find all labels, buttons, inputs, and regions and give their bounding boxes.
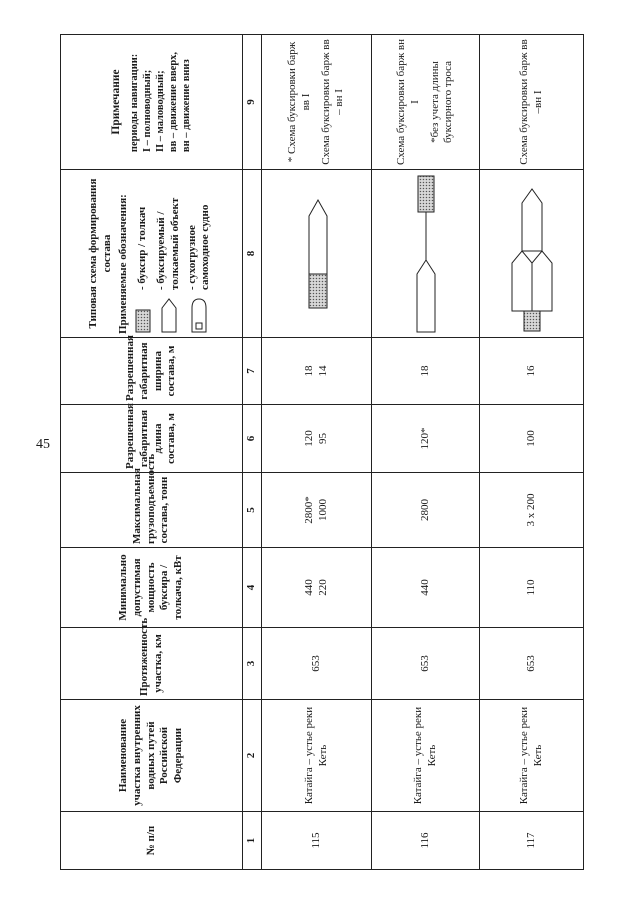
capacity: 3 х 200 — [480, 473, 584, 548]
scheme-title: Типовая схема формирования состава — [86, 178, 113, 329]
notes: * Схема буксировки барж вв I Схема буксировки барж вв – вн I — [262, 35, 372, 170]
header-comp-width: Разрешенная габаритная ширина состава, м — [61, 338, 243, 405]
scheme-towing-single — [372, 170, 480, 338]
composition-width: 18 14 — [262, 338, 372, 405]
header-num: № п/п — [61, 812, 243, 870]
composition-length: 100 — [480, 405, 584, 473]
composition-width: 18 — [372, 338, 480, 405]
col-num: 7 — [243, 338, 262, 405]
tug-power: 440 — [372, 548, 480, 628]
col-num: 1 — [243, 812, 262, 870]
table-row — [262, 35, 372, 870]
section-name: Катайга – устье реки Кеть — [480, 700, 584, 812]
composition-table — [60, 34, 584, 870]
pusher-triple-barge-diagram — [502, 174, 562, 334]
towing-diagram — [404, 170, 448, 334]
header-row — [61, 35, 243, 870]
notes-legend: периоды навигации: I – полноводный; II – маловодный; вв – движение вверх, вн – движение вниз — [128, 51, 193, 153]
header-capacity: Максимальная грузоподъемность состава, тонн — [61, 473, 243, 548]
header-notes — [61, 35, 243, 170]
notes-title: Примечание — [110, 69, 123, 135]
legend-label: - сухогрузное самоходное судно — [185, 204, 212, 290]
section-length: 653 — [262, 628, 372, 700]
header-power: Минимально допустимая мощность буксира / толкача, кВт — [61, 548, 243, 628]
notes: Схема буксировки барж вн I *без учета длины буксирного троса — [372, 35, 480, 170]
legend-label: - буксир / толкач — [136, 206, 149, 290]
tug-power: 110 — [480, 548, 584, 628]
composition-length: 120 95 — [262, 405, 372, 473]
row-num: 115 — [262, 812, 372, 870]
col-num: 8 — [243, 170, 262, 338]
dry-cargo-ship-icon — [190, 296, 208, 334]
column-number-row — [243, 35, 262, 870]
pointed-barge-icon — [160, 296, 178, 334]
header-scheme — [61, 170, 243, 338]
col-num: 2 — [243, 700, 262, 812]
scheme-pusher-single — [262, 170, 372, 338]
legend-item-tug — [134, 173, 152, 334]
header-length: Протяженность участка, км — [61, 628, 243, 700]
col-num: 4 — [243, 548, 262, 628]
composition-width: 16 — [480, 338, 584, 405]
legend-item-ship — [186, 173, 214, 334]
barge-rect-icon — [134, 296, 152, 334]
composition-length: 120* — [372, 405, 480, 473]
notes: Схема буксировки барж вв –вн I — [480, 35, 584, 170]
section-length: 653 — [372, 628, 480, 700]
section-length: 653 — [480, 628, 584, 700]
rotated-table-area — [60, 35, 580, 870]
legend-label: - буксируемый / толкаемый объект — [155, 197, 181, 290]
scheme-pusher-triple — [480, 170, 584, 338]
legend-title: Применяемые обозначения: — [117, 194, 130, 334]
pusher-barge-diagram — [297, 179, 337, 329]
tug-power: 440 220 — [262, 548, 372, 628]
header-section-name: Наименование участка внутренних водных путей Российской Федерации — [61, 700, 243, 812]
col-num: 6 — [243, 405, 262, 473]
row-num: 117 — [480, 812, 584, 870]
table-row — [372, 35, 480, 870]
capacity: 2800 — [372, 473, 480, 548]
section-name: Катайга – устье реки Кеть — [372, 700, 480, 812]
page-number: 45 — [36, 437, 50, 452]
col-num: 3 — [243, 628, 262, 700]
col-num: 9 — [243, 35, 262, 170]
header-comp-length: Разрешенная габаритная длина состава, м — [61, 405, 243, 473]
section-name: Катайга – устье реки Кеть — [262, 700, 372, 812]
legend-item-barge — [155, 173, 183, 334]
capacity: 2800* 1000 — [262, 473, 372, 548]
row-num: 116 — [372, 812, 480, 870]
col-num: 5 — [243, 473, 262, 548]
table-row — [480, 35, 584, 870]
